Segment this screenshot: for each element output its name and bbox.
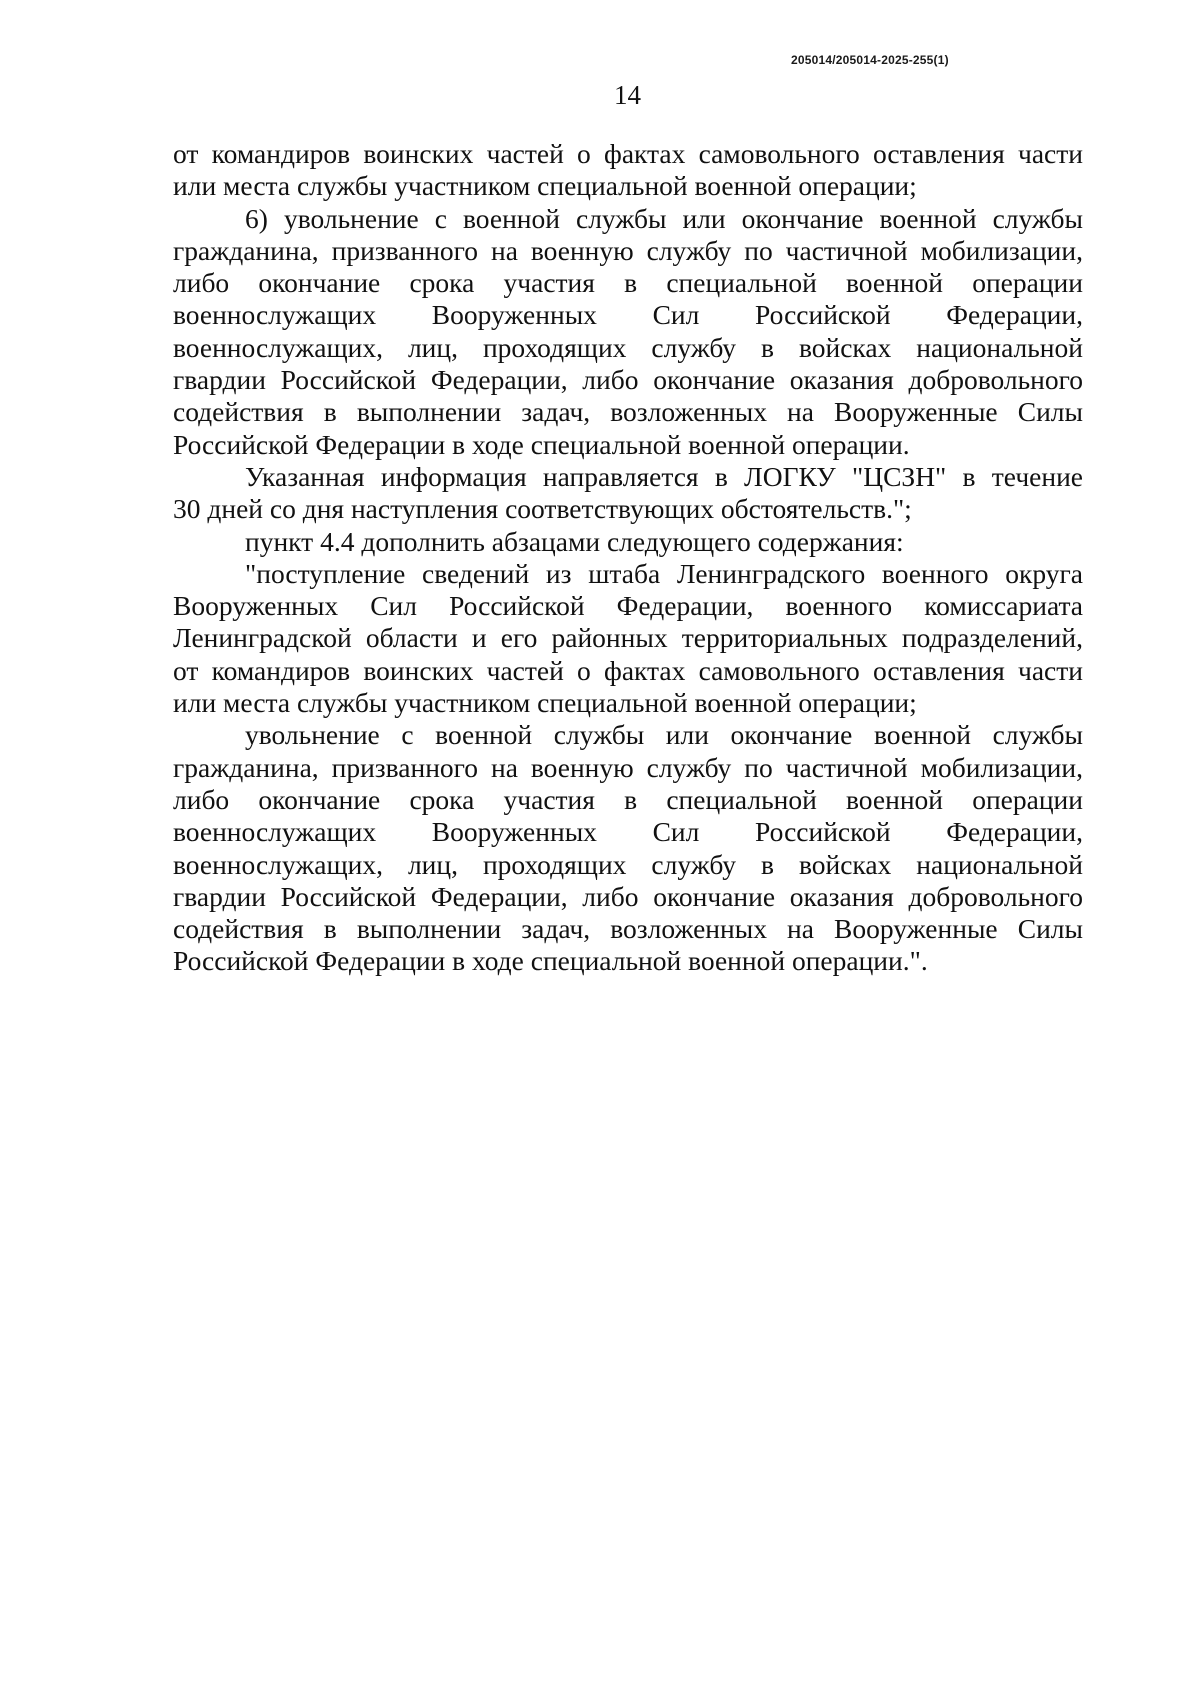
text-line: гражданина, призванного на военную службу по частичной мобилизации,	[173, 234, 1083, 266]
text-line: либо окончание срока участия в специальной военной операции	[173, 783, 1083, 815]
text-line: или места службы участником специальной военной операции;	[173, 170, 917, 202]
text-line: Вооруженных Сил Российской Федерации, военного комиссариата	[173, 590, 1083, 622]
text-line: содействия в выполнении задач, возложенных на Вооруженные Силы	[173, 396, 1083, 428]
text-line: Указанная информация направляется в ЛОГКУ "ЦСЗН" в течение	[245, 460, 1083, 492]
text-line: гвардии Российской Федерации, либо окончание оказания добровольного	[173, 364, 1083, 396]
page-number: 14	[614, 80, 641, 110]
document-id: 205014/205014-2025-255(1)	[791, 53, 949, 67]
text-line: от командиров воинских частей о фактах самовольного оставления части	[173, 654, 1083, 686]
text-line: военнослужащих, лиц, проходящих службу в войсках национальной	[173, 848, 1083, 880]
text-line: содействия в выполнении задач, возложенных на Вооруженные Силы	[173, 913, 1083, 945]
text-line: 30 дней со дня наступления соответствующих обстоятельств.";	[173, 493, 912, 525]
text-line: Ленинградской области и его районных территориальных подразделений,	[173, 622, 1083, 654]
text-line: 6) увольнение с военной службы или окончание военной службы	[245, 202, 1083, 234]
text-line: пункт 4.4 дополнить абзацами следующего содержания:	[245, 525, 904, 557]
text-line: военнослужащих Вооруженных Сил Российской Федерации,	[173, 816, 1083, 848]
text-line: военнослужащих, лиц, проходящих службу в войсках национальной	[173, 331, 1083, 363]
text-line: гвардии Российской Федерации, либо окончание оказания добровольного	[173, 880, 1083, 912]
document-body	[173, 138, 1083, 978]
text-line: Российской Федерации в ходе специальной военной операции.".	[173, 945, 928, 977]
text-line: гражданина, призванного на военную службу по частичной мобилизации,	[173, 751, 1083, 783]
text-line: или места службы участником специальной военной операции;	[173, 687, 917, 719]
text-line: "поступление сведений из штаба Ленинградского военного округа	[245, 557, 1083, 589]
text-line: либо окончание срока участия в специальной военной операции	[173, 267, 1083, 299]
text-line: от командиров воинских частей о фактах самовольного оставления части	[173, 138, 1083, 169]
text-line: Российской Федерации в ходе специальной военной операции.	[173, 428, 910, 460]
text-line: увольнение с военной службы или окончание военной службы	[245, 719, 1083, 751]
text-line: военнослужащих Вооруженных Сил Российской Федерации,	[173, 299, 1083, 331]
